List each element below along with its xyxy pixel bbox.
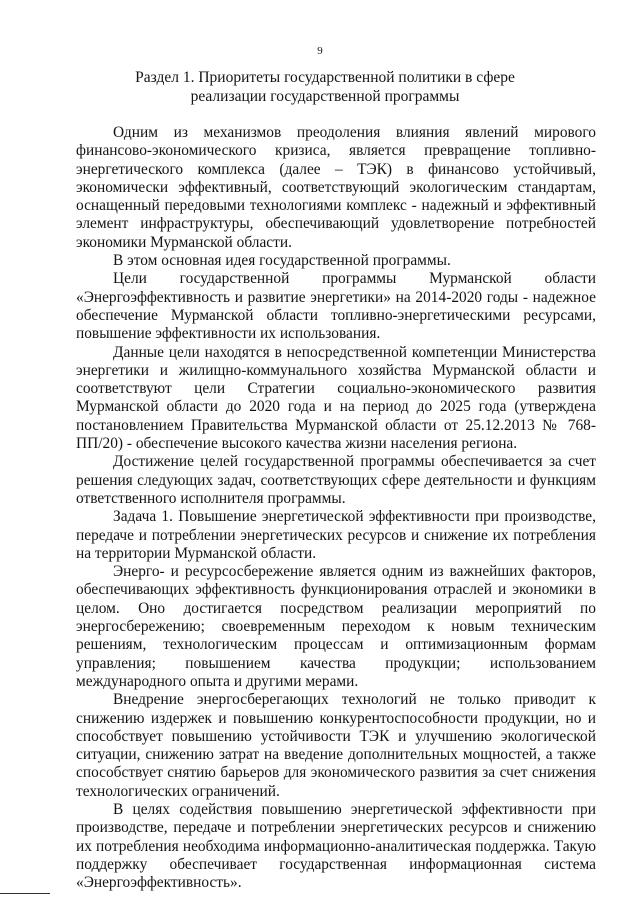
paragraph: В этом основная идея государственной программы. [113, 252, 451, 270]
paragraph: Достижение целей государственной программы обеспечивается за счет решения следующих задач, соответствующих сфере деятельности и функциям ответственного исполнителя программы. [76, 453, 596, 507]
paragraph: Внедрение энергосберегающих технологий не только приводит к снижению издержек и повышению конкурентоспособности продукции, но и способствует повышению устойчивости ТЭК и улучшению экологической ситуации, снижению затрат на введение дополнительных мощностей, а также способствует снятию барьеров для экономического развития за счет снижения технологических ограничений. [76, 691, 596, 800]
page-number: 9 [317, 45, 323, 57]
section-title-line-1: Раздел 1. Приоритеты государственной политики в сфере [135, 69, 515, 86]
paragraph: Энерго- и ресурсосбережение является одним из важнейших факторов, обеспечивающих эффективность функционирования отраслей и экономики в целом. Оно достигается посредством реализации мероприятий по энергосбережению; своевременным переходом к новым техническим решениям, технологическим процессам и оптимизационным формам управления; повышением качества продукции; использованием международного опыта и другими мерами. [76, 563, 596, 690]
section-title [120, 68, 530, 106]
section-title-line-2: реализации государственной программы [190, 88, 460, 105]
paragraph: Задача 1. Повышение энергетической эффективности при производстве, передаче и потреблении энергетических ресурсов и снижение их потребления на территории Мурманской области. [76, 508, 596, 562]
footnote-rule [0, 893, 50, 894]
paragraph: Одним из механизмов преодоления влияния явлений мирового финансово-экономического кризиса, является превращение топливно-энергетического комплекса (далее – ТЭК) в финансово устойчивый, экономически эффективный, соответствующий экологическим стандартам, оснащенный передовыми технологиями комплекс - надежный и эффективный элемент инфраструктуры, обеспечивающий удовлетворение потребностей экономики Мурманской области. [76, 124, 596, 251]
paragraph: Цели государственной программы Мурманской области «Энергоэффективность и развитие энергетики» на 2014-2020 годы - надежное обеспечение Мурманской области топливно-энергетическими ресурсами, повышение эффективности их использования. [76, 270, 596, 343]
paragraph: Данные цели находятся в непосредственной компетенции Министерства энергетики и жилищно-коммунального хозяйства Мурманской области и соответствуют цели Стратегии социально-экономического развития Мурманской области до 2020 года и на период до 2025 года (утверждена постановлением Правительства Мурманской области от 25.12.2013 № 768-ПП/20) - обеспечение высокого качества жизни населения региона. [76, 343, 596, 453]
paragraph: В целях содействия повышению энергетической эффективности при производстве, передаче и потреблении энергетических ресурсов и снижению их потребления необходима информационно-аналитическая поддержка. Такую поддержку обеспечивает государственная информационная система «Энергоэффективность». [76, 800, 596, 892]
document-body [76, 124, 596, 892]
